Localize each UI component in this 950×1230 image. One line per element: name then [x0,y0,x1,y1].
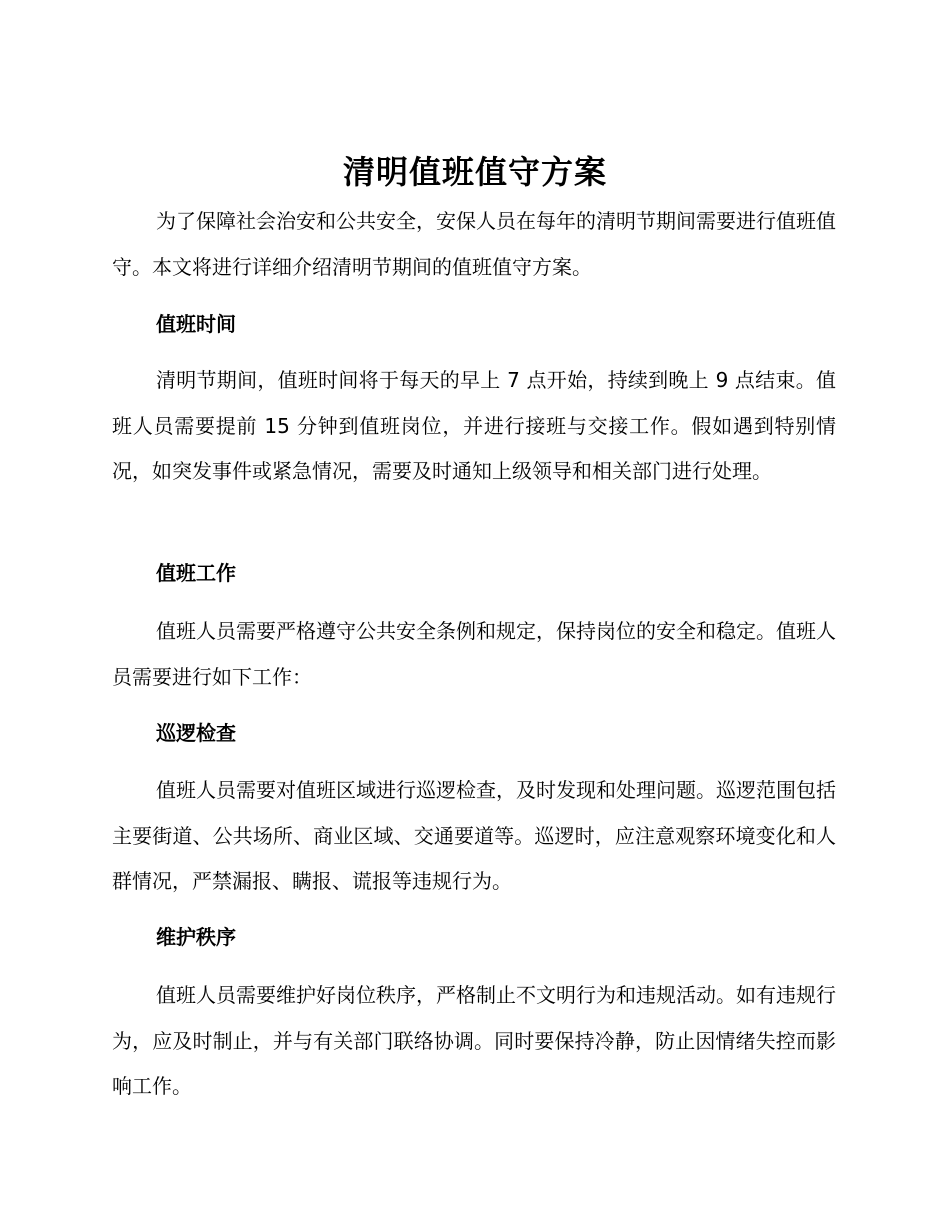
section-body-patrol: 值班人员需要对值班区域进行巡逻检查，及时发现和处理问题。巡逻范围包括主要街道、公共场所、商业区域、交通要道等。巡逻时，应注意观察环境变化和人群情况，严禁漏报、瞒报、谎报等违规行为。 [112,778,836,893]
intro-paragraph: 为了保障社会治安和公共安全，安保人员在每年的清明节期间需要进行值班值守。本文将进行详细介绍清明节期间的值班值守方案。 [112,209,836,279]
section-body-order: 值班人员需要维护好岗位秩序，严格制止不文明行为和违规活动。如有违规行为，应及时制止，并与有关部门联络协调。同时要保持冷静，防止因情绪失控而影响工作。 [112,983,836,1098]
section-heading-order: 维护秩序 [156,925,236,949]
section-heading-patrol: 巡逻检查 [156,721,236,745]
section-heading-duty-time: 值班时间 [156,312,236,336]
section-body-duty-work: 值班人员需要严格遵守公共安全条例和规定，保持岗位的安全和稳定。值班人员需要进行如下工作： [112,619,836,689]
section-body-duty-time: 清明节期间，值班时间将于每天的早上 7 点开始，持续到晚上 9 点结束。值班人员需要提前 15 分钟到值班岗位，并进行接班与交接工作。假如遇到特别情况，如突发事件或紧急情况，需要及时通知上级领导和相关部门进行处理。 [112,368,836,483]
document-title: 清明值班值守方案 [342,153,607,191]
section-heading-duty-work: 值班工作 [156,561,236,585]
